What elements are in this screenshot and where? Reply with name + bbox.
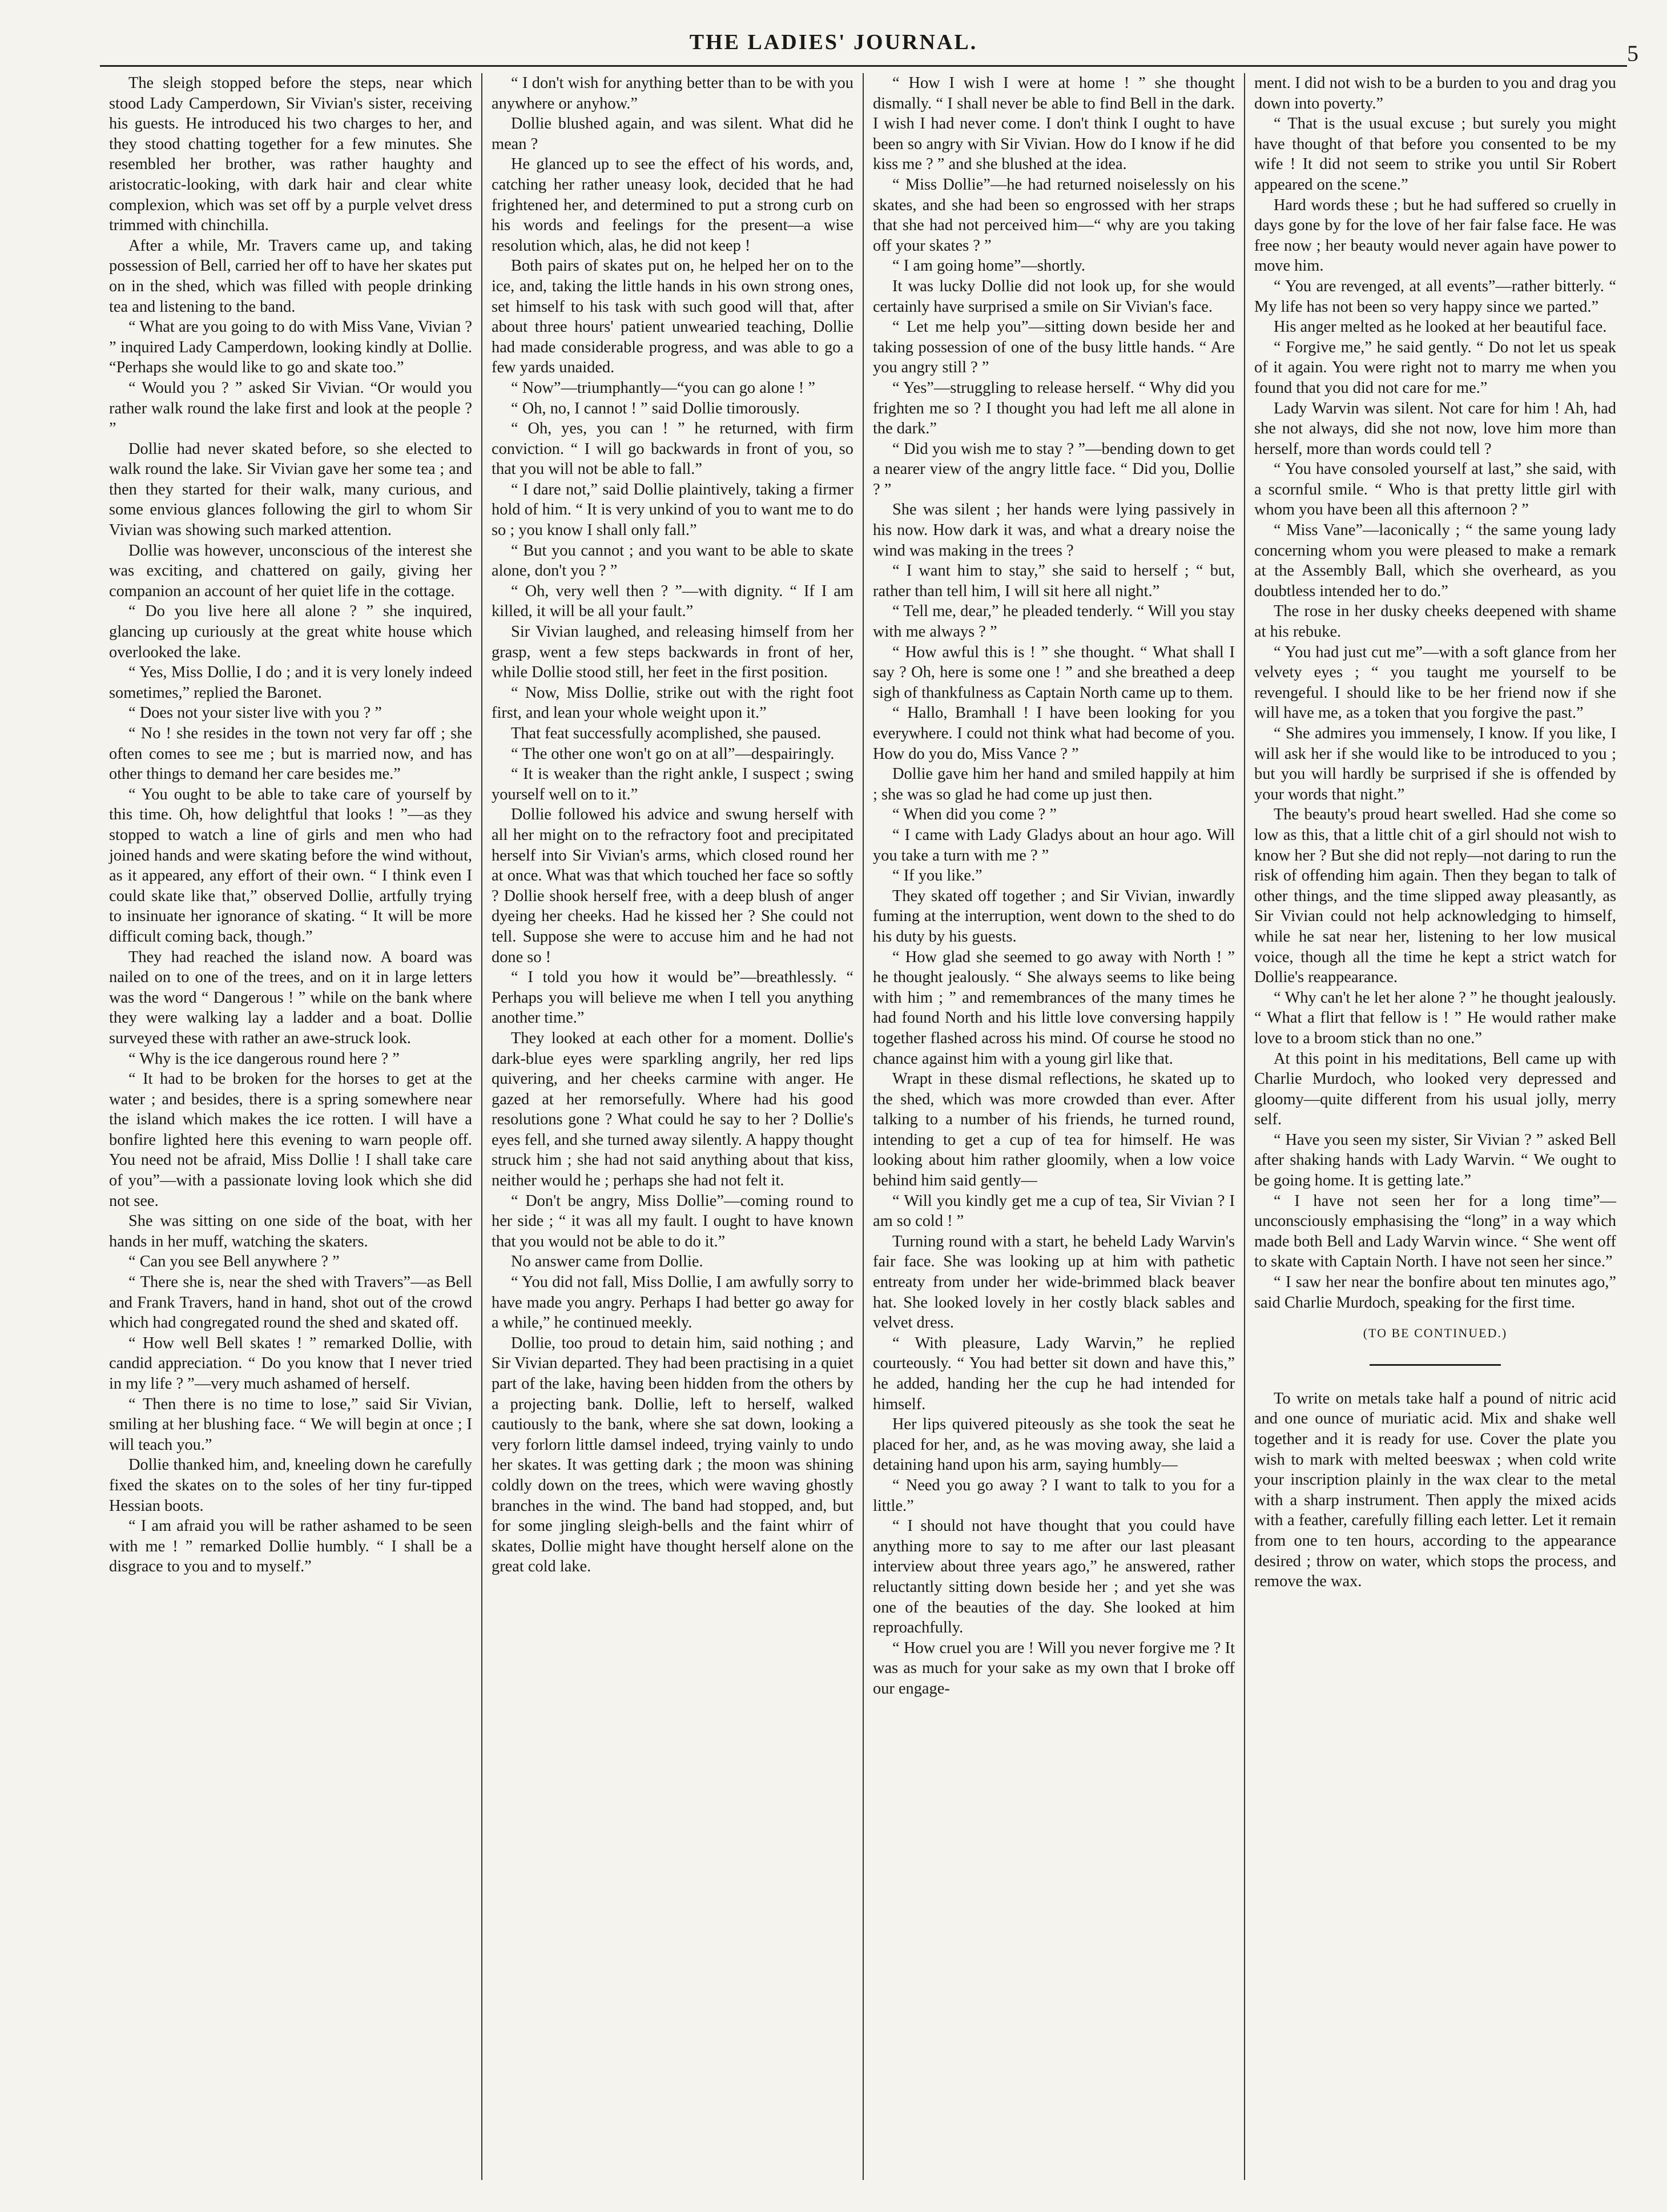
paragraph: She was silent ; her hands were lying passively in his now. How dark it was, and what a dreary noise the wind was making in the trees ? (873, 501, 1235, 560)
paragraph: “ It had to be broken for the horses to get at the water ; and besides, there is a spring somewhere near the island which makes the ice rotten. I will have a bonfire lighted here this evening to warn people off. You need not be afraid, Miss Dollie ! I shall take care of you”—with a passionate loving look which she did not see. (109, 1070, 472, 1210)
paragraph: The beauty's proud heart swelled. Had she come so low as this, that a little chit of a girl should not wish to know her ? But she did not reply—not daring to run the risk of offending him again. Then they began to talk of other things, and the time slipped away pleasantly, as Sir Vivian could not help acknowledging to himself, while he sat near her, listening to her low musical voice, though all the time he kept a strict watch for Dollie's reappearance. (1254, 806, 1616, 987)
paragraph: Both pairs of skates put on, he helped her on to the ice, and, taking the little hands in his own strong ones, set himself to his task with such good will that, after about three hours' patient unwearied teaching, Dollie had made considerable progress, and was able to go a few yards unaided. (492, 257, 853, 377)
paragraph: Lady Warvin was silent. Not care for him ! Ah, had she not always, did she not now, love him more than herself, more than words could tell ? (1254, 399, 1616, 458)
paragraph: “ If you like.” (892, 867, 983, 885)
paragraph: She was sitting on one side of the boat, with her hands in her muff, watching the skaters. (109, 1212, 472, 1250)
metal-writing-note: To write on metals take half a pound of nitric acid and one ounce of muriatic acid. Mix and shake well together and it is ready for use. Cover the plate you wish to mark with melted beeswax ; when cold write your inscription plainly in the wax clear to the metal with a sharp instrument. Then apply the mixed acids with a feather, carefully filling each letter. Let it remain from one to ten hours, according to the appearance desired ; throw on water, which stops the process, and remove the wax. (1254, 1389, 1616, 1591)
paragraph: “ Miss Dollie”—he had returned noiselessly on his skates, and she had been so engrossed with her straps that she had not perceived him—“ why are you taking off your skates ? ” (873, 175, 1235, 255)
paragraph: “ Tell me, dear,” he pleaded tenderly. “ Will you stay with me always ? ” (873, 602, 1235, 641)
paragraph: “ Why is the ice dangerous round here ? ” (128, 1049, 400, 1068)
paragraph: Dollie had never skated before, so she elected to walk round the lake. Sir Vivian gave her some tea ; and then they started for their walk, many curious, and some envious glances following the girl to whom Sir Vivian was showing such marked attention. (109, 440, 472, 540)
paragraph: It was lucky Dollie did not look up, for she would certainly have surprised a smile on Sir Vivian's face. (873, 277, 1235, 316)
paragraph: “ There she is, near the shed with Travers”—as Bell and Frank Travers, hand in hand, shot out of the crowd which had congregated round the shed and skated off. (109, 1273, 472, 1332)
paragraph: “ I should not have thought that you could have anything more to say to me after our last pleasant interview about three years ago,” he answered, rather reluctantly sitting down beside her ; and yet she was one of the beauties of the day. She looked at him reproachfully. (873, 1517, 1235, 1637)
article-columns (100, 73, 1627, 2180)
paragraph: That feat successfully acomplished, she paused. (511, 725, 822, 742)
paragraph: “ Now, Miss Dollie, strike out with the right foot first, and lean your whole weight upon it.” (492, 683, 853, 722)
paragraph: “ How I wish I were at home ! ” she thought dismally. “ I shall never be able to find Bell in the dark. I wish I had never come. I don't think I ought to have been so angry with Sir Vivian. How do I know if he did kiss me ? ” and she blushed at the idea. (873, 74, 1235, 174)
paragraph: “ It is weaker than the right ankle, I suspect ; swing yourself well on to it.” (492, 765, 853, 803)
header-rule (100, 65, 1627, 67)
paragraph: Wrapt in these dismal reflections, he skated up to the shed, which was more crowded than ever. After talking to a number of his friends, he turned round, intending to get a cup of tea for himself. He was looking about him rather gloomily, when a low voice behind him said gently— (873, 1070, 1235, 1190)
paragraph: “ How glad she seemed to go away with North ! ” he thought jealously. “ She always seems to like being with him ; ” and remembrances of the many times he had found North and his little love conversing happily together flashed across his mind. Of course he stood no chance against him with a young girl like that. (873, 948, 1235, 1068)
paragraph: “ When did you come ? ” (892, 806, 1057, 824)
paragraph: They had reached the island now. A board was nailed on to one of the trees, and on it in large letters was the word “ Dangerous ! ” while on the bank where they were walking lay a ladder and a boat. Dollie surveyed these with rather an awe-struck look. (109, 948, 472, 1047)
paragraph: Dollie was however, unconscious of the interest she was exciting, and chattered on gaily, giving her companion an account of her quiet life in the cottage. (109, 541, 472, 600)
paragraph: Dollie thanked him, and, kneeling down he carefully fixed the skates on to the soles of her tiny fur-tipped Hessian boots. (109, 1456, 472, 1515)
paragraph: “ I am going home”—shortly. (892, 257, 1085, 275)
paragraph: Turning round with a start, he beheld Lady Warvin's fair face. She was looking up at him with pathetic entreaty from under her wide-brimmed black beaver hat. She looked lovely in her costly black sables and velvet dress. (873, 1232, 1235, 1332)
paragraph: After a while, Mr. Travers came up, and taking possession of Bell, carried her off to have her skates put on in the shed, which was filled with people drinking tea and listening to the band. (109, 236, 472, 316)
paragraph: “ I have not seen her for a long time”—unconsciously emphasising the “long” in a way which made both Bell and Lady Warvin wince. “ She went off to skate with Captain North. I have not seen her since.” (1254, 1192, 1616, 1271)
paragraph: “ Oh, very well then ? ”—with dignity. “ If I am killed, it will be all your fault.” (492, 582, 853, 621)
paragraph: “ Yes”—struggling to release herself. “ Why did you frighten me so ? I thought you had left me all alone in the dark.” (873, 379, 1235, 438)
column-4-story (1254, 73, 1616, 1313)
paragraph: The rose in her dusky cheeks deepened with shame at his rebuke. (1254, 602, 1616, 641)
paragraph: “ Can you see Bell anywhere ? ” (128, 1253, 340, 1271)
paragraph: “ Yes, Miss Dollie, I do ; and it is very lonely indeed sometimes,” replied the Baronet. (109, 663, 472, 702)
paragraph: “ You have consoled yourself at last,” she said, with a scornful smile. “ Who is that pretty little girl with whom you have been all this afternoon ? ” (1254, 460, 1616, 519)
paragraph: Dollie gave him her hand and smiled happily at him ; she was so glad he had come up just then. (873, 765, 1235, 803)
section-divider (1370, 1364, 1501, 1366)
paragraph: They looked at each other for a moment. Dollie's dark-blue eyes were sparkling angrily, her red lips quivering, and her cheeks carmine with anger. He gazed at her remorsefully. Where had his good resolutions gone ? What could he say to her ? Dollie's eyes fell, and she turned away silently. A happy thought struck him ; she had not said anything about that kiss, neither would he ; perhaps she had not felt it. (492, 1029, 853, 1190)
paragraph: “ She admires you immensely, I know. If you like, I will ask her if she would like to be introduced to you ; but you will hardly be surprised if she is offended by your words that night.” (1254, 725, 1616, 803)
paragraph: His anger melted as he looked at her beautiful face. (1274, 318, 1607, 336)
paragraph: ment. I did not wish to be a burden to you and drag you down into poverty.” (1254, 74, 1616, 112)
paragraph: “ That is the usual excuse ; but surely you might have thought of that before you consented to be my wife ! It did not seem to strike you until Sir Robert appeared on the scene.” (1254, 115, 1616, 194)
paragraph: “ Does not your sister live with you ? ” (128, 704, 382, 722)
paragraph: “ I want him to stay,” she said to herself ; “ but, rather than tell him, I will sit here all night.” (873, 562, 1235, 600)
paragraph: Dollie blushed again, and was silent. What did he mean ? (492, 115, 853, 153)
paragraph: “ Why can't he let her alone ? ” he thought jealously. “ What a flirt that fellow is ! ” He would rather make love to a broom stick than no one.” (1254, 988, 1616, 1047)
paragraph: “ You had just cut me”—with a soft glance from her velvety eyes ; “ you taught me yourself to be revengeful. I should like to be her friend now if she will have me, as a token that you forgive the past.” (1254, 643, 1616, 722)
paragraph: “ Would you ? ” asked Sir Vivian. “Or would you rather walk round the lake first and look at the people ? ” (109, 379, 472, 438)
column-2 (481, 73, 863, 2180)
paragraph: “ Forgive me,” he said gently. “ Do not let us speak of it again. You were right not to marry me when you found that you did not care for me.” (1254, 338, 1616, 397)
paragraph: “ I came with Lady Gladys about an hour ago. Will you take a turn with me ? ” (873, 826, 1235, 864)
paragraph: Hard words these ; but he had suffered so cruelly in days gone by for the love of her fair false face. He was free now ; her beauty would never again have power to move him. (1254, 196, 1616, 275)
paragraph: “ You did not fall, Miss Dollie, I am awfully sorry to have made you angry. Perhaps I had better go away for a while,” he continued meekly. (492, 1273, 853, 1332)
paragraph: Sir Vivian laughed, and releasing himself from her grasp, went a few steps backwards in front of her, while Dollie stood still, her feet in the first position. (492, 623, 853, 682)
paragraph: No answer came from Dollie. (511, 1253, 703, 1271)
paragraph: “ Do you live here all alone ? ” she inquired, glancing up curiously at the great white house which overlooked the lake. (109, 602, 472, 661)
paragraph: “ How awful this is ! ” she thought. “ What shall I say ? Oh, here is some one ! ” and she breathed a deep sigh of thankfulness as Captain North came up to them. (873, 643, 1235, 702)
paragraph: “ But you cannot ; and you want to be able to skate alone, don't you ? ” (492, 541, 853, 580)
column-3 (863, 73, 1244, 2180)
paragraph: “ Oh, yes, you can ! ” he returned, with firm conviction. “ I will go backwards in front of you, so that you will not be able to fall.” (492, 420, 853, 478)
paragraph: They skated off together ; and Sir Vivian, inwardly fuming at the interruption, went down to the shed to do his duty by his guests. (873, 887, 1235, 946)
paragraph: “ I dare not,” said Dollie plaintively, taking a firmer hold of him. “ It is very unkind of you to want me to do so ; you know I shall only fall.” (492, 480, 853, 540)
page-header-title: THE LADIES' JOURNAL. (689, 30, 978, 54)
paragraph: “ Need you go away ? I want to talk to you for a little.” (873, 1476, 1235, 1515)
paragraph: “ No ! she resides in the town not very far off ; she often comes to see me ; but is married now, and has other things to demand her care besides me.” (109, 725, 472, 783)
paragraph: “ I am afraid you will be rather ashamed to be seen with me ! ” remarked Dollie humbly. “ I shall be a disgrace to you and to myself.” (109, 1517, 472, 1576)
paragraph: “ You are revenged, at all events”—rather bitterly. “ My life has not been so very happy since we parted.” (1254, 277, 1616, 316)
paragraph: “ I saw her near the bonfire about ten minutes ago,” said Charlie Murdoch, speaking for the first time. (1254, 1273, 1616, 1312)
paragraph: “ What are you going to do with Miss Vane, Vivian ? ” inquired Lady Camperdown, looking kindly at Dollie. “Perhaps she would like to go and skate too.” (109, 318, 472, 377)
paragraph: “ You ought to be able to take care of yourself by this time. Oh, how delightful that looks ! ”—as they stopped to watch a line of girls and men who had joined hands and were skating before the wind without, as it appeared, any effort of their own. “ I think even I could skate like that,” observed Dollie, artfully trying to insinuate her ignorance of skating. “ It will be more difficult coming back, though.” (109, 785, 472, 946)
column-4 (1244, 73, 1625, 2180)
paragraph: “ Miss Vane”—laconically ; “ the same young lady concerning whom you were pleased to make a remark at the Assembly Ball, which she overheard, as you doubtless intended her to do.” (1254, 521, 1616, 600)
paragraph: “ The other one won't go on at all”—despairingly. (511, 745, 835, 763)
paragraph: Her lips quivered piteously as she took the seat he placed for her, and, as he was moving away, she laid a detaining hand upon his arm, saying humbly— (873, 1415, 1235, 1474)
paragraph: “ Now”—triumphantly—“you can go alone ! ” (511, 379, 815, 397)
column-1 (100, 73, 481, 2180)
paragraph: “ Then there is no time to lose,” said Sir Vivian, smiling at her blushing face. “ We will begin at once ; I will teach you.” (109, 1395, 472, 1454)
to-be-continued: (TO BE CONTINUED.) (1363, 1326, 1508, 1341)
paragraph: At this point in his meditations, Bell came up with Charlie Murdoch, who looked very depressed and gloomy—quite different from his usual jolly, merry self. (1254, 1049, 1616, 1129)
paragraph: “ Will you kindly get me a cup of tea, Sir Vivian ? I am so cold ! ” (873, 1192, 1235, 1230)
paragraph: The sleigh stopped before the steps, near which stood Lady Camperdown, Sir Vivian's sister, receiving his guests. He introduced his two charges to her, and they stood chatting together for a few minutes. She resembled her brother, was rather haughty and aristocratic-looking, with dark hair and clear white complexion, which was set off by a purple velvet dress trimmed with chinchilla. (109, 74, 472, 235)
paragraph: “ Oh, no, I cannot ! ” said Dollie timorously. (511, 399, 800, 417)
paragraph: “ How cruel you are ! Will you never forgive me ? It was as much for your sake as my own that I broke off our engage- (873, 1639, 1235, 1698)
paragraph: “ Don't be angry, Miss Dollie”—coming round to her side ; “ it was all my fault. I ought to have known that you would not be able to do it.” (492, 1192, 853, 1250)
paragraph: “ I told you how it would be”—breathlessly. “ Perhaps you will believe me when I tell you anything another time.” (492, 968, 853, 1027)
paragraph: “ Have you seen my sister, Sir Vivian ? ” asked Bell after shaking hands with Lady Warvin. “ We ought to be going home. It is getting late.” (1254, 1131, 1616, 1190)
page-number: 5 (1627, 41, 1638, 66)
paragraph: “ How well Bell skates ! ” remarked Dollie, with candid appreciation. “ Do you know that I never tried in my life ? ”—very much ashamed of herself. (109, 1334, 472, 1393)
paragraph: Dollie, too proud to detain him, said nothing ; and Sir Vivian departed. They had been practising in a quiet part of the lake, having been hidden from the others by a projecting bank. Dollie, left to herself, walked cautiously to the bank, where she sat down, looking a very forlorn little damsel indeed, trying vainly to undo her skates. It was getting dark ; the moon was shining coldly down on the trees, which were waving ghostly branches in the wind. The band had stopped, and, but for some jingling sleigh-bells and the faint whirr of skates, Dollie might have thought herself alone on the great cold lake. (492, 1334, 853, 1576)
paragraph: “ Did you wish me to stay ? ”—bending down to get a nearer view of the angry little face. “ Did you, Dollie ? ” (873, 440, 1235, 498)
paragraph: “ With pleasure, Lady Warvin,” he replied courteously. “ You had better sit down and have this,” he added, handing her the cup he had intended for himself. (873, 1334, 1235, 1413)
paragraph: He glanced up to see the effect of his words, and, catching her rather uneasy look, decided that he had frightened her, and determined to put a strong curb on his words and feelings for the present—a wise resolution which, alas, he did not keep ! (492, 155, 853, 255)
paragraph: Dollie followed his advice and swung herself with all her might on to the refractory foot and precipitated herself into Sir Vivian's arms, which closed round her at once. What was that which touched her face so softly ? Dollie shook herself free, with a deep blush of anger dyeing her cheeks. Had he kissed her ? She could not tell. Suppose she were to accuse him and he had not done so ! (492, 806, 853, 966)
paragraph: “ Let me help you”—sitting down beside her and taking possession of one of the busy little hands. “ Are you angry still ? ” (873, 318, 1235, 377)
paragraph: “ I don't wish for anything better than to be with you anywhere or anyhow.” (492, 74, 853, 112)
paragraph: “ Hallo, Bramhall ! I have been looking for you everywhere. I could not think what had become of you. How do you do, Miss Vance ? ” (873, 704, 1235, 763)
